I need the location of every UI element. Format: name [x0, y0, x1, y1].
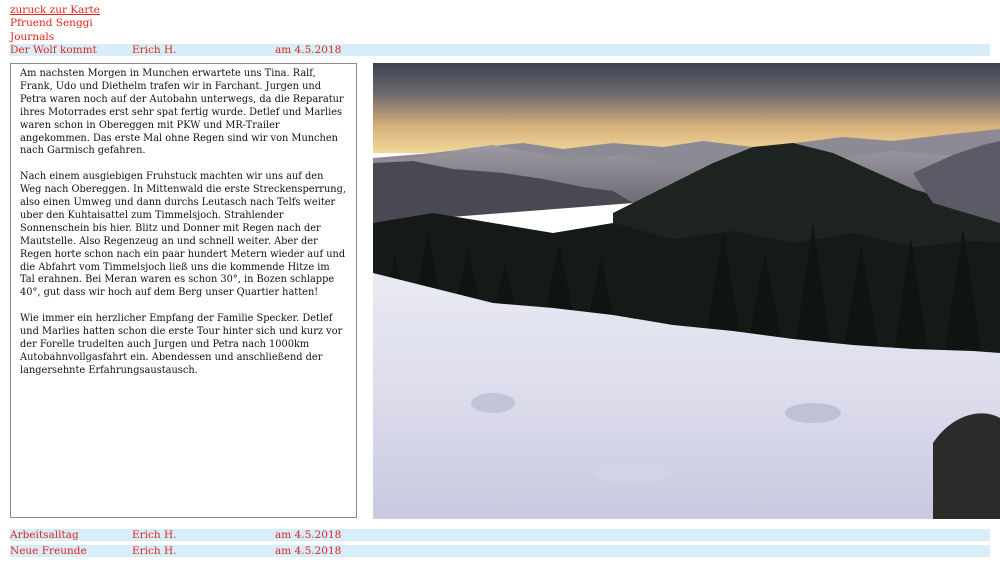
article-paragraph: Wie immer ein herzlicher Empfang der Familie Specker. Detlef und Marlies hatten schon die erste Tour hinter sich und kurz vor der Forelle trudelten auch Jurgen und Petra nach 1000km Autobahnvollgasfahrt ein. Abendessen und anschließend der langersehnte Erfahrungsaustausch. [20, 313, 343, 376]
entry-date: am 4.5.2018 [275, 44, 342, 56]
entry-author: Erich H. [132, 44, 177, 56]
entry-date: am 4.5.2018 [275, 545, 342, 557]
top-nav [10, 4, 100, 44]
journals-link[interactable]: Journals [10, 30, 55, 43]
entry-author: Erich H. [132, 529, 177, 541]
entry-date: am 4.5.2018 [275, 529, 342, 541]
entry-author: Erich H. [132, 545, 177, 557]
journal-entry-row[interactable] [10, 545, 990, 557]
place-name-link[interactable]: Pfruend Senggi [10, 17, 93, 30]
back-to-map-link[interactable]: zuruck zur Karte [10, 4, 100, 16]
journal-entry-row[interactable] [10, 529, 990, 541]
entry-title[interactable]: Der Wolf kommt [10, 44, 97, 56]
article-paragraph: Am nachsten Morgen in Munchen erwartete uns Tina. Ralf, Frank, Udo und Diethelm trafen wir in Farchant. Jurgen und Petra waren noch auf der Autobahn unterwegs, da die Reparatur ihres Motorrades erst sehr spat fertig wurde. Detlef und Marlies waren schon in Obereggen mit PKW und MR-Trailer angekommen. Das erste Mal ohne Regen sind wir von Munchen nach Garmisch gefahren. [20, 68, 344, 157]
entry-title[interactable]: Arbeitsalltag [10, 529, 79, 541]
photo-illustration [373, 63, 1000, 519]
entry-title[interactable]: Neue Freunde [10, 545, 87, 557]
journal-article-text [10, 63, 357, 518]
snowy-mountain-sunset-photo [373, 63, 1000, 519]
journal-entry-row[interactable] [10, 44, 990, 56]
article-paragraph: Nach einem ausgiebigen Fruhstuck machten wir uns auf den Weg nach Obereggen. In Mittenwald die erste Streckensperrung, also einen Umweg und dann durchs Leutasch nach Telfs weiter uber den Kuhtaisattel zum Timmelsjoch. Strahlender Sonnenschein bis hier. Blitz und Donner mit Regen nach der Mautstelle. Also Regenzeug an und schnell weiter. Aber der Regen horte schon nach ein paar hundert Metern wieder auf und die Abfahrt vom Timmelsjoch ließ uns die kommende Hitze im Tal erahnen. Bei Meran waren es schon 30°, in Bozen schlappe 40°, gut dass wir hoch auf dem Berg unser Quartier hatten! [20, 171, 346, 299]
